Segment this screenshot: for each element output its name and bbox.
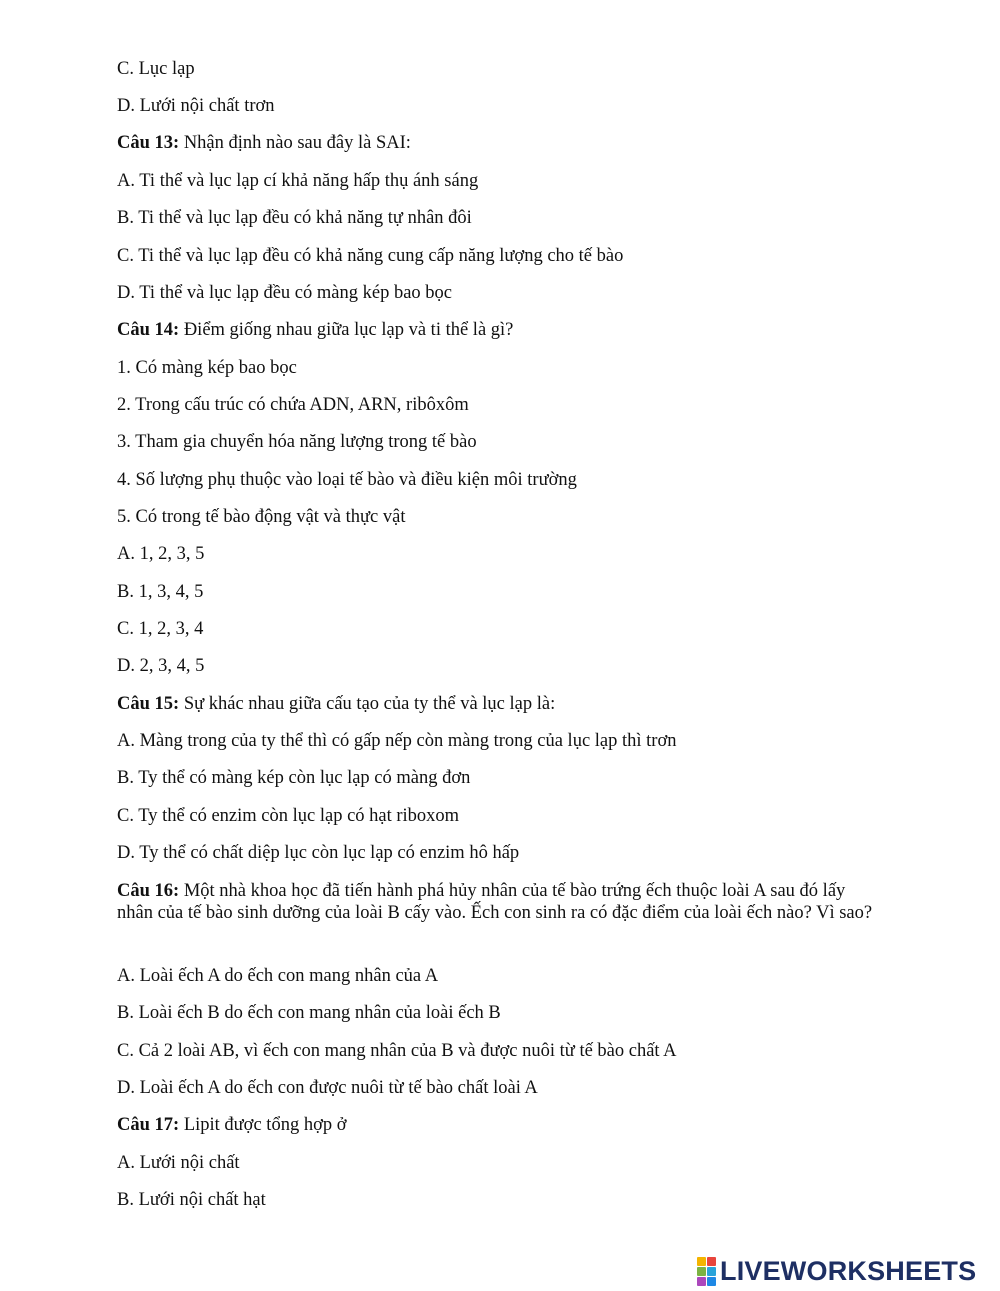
answer-option: C. Ti thể và lục lạp đều có khả năng cung cấp năng lượng cho tế bào <box>117 246 624 266</box>
answer-option: B. 1, 3, 4, 5 <box>117 582 204 602</box>
statement-item: 4. Số lượng phụ thuộc vào loại tế bào và điều kiện môi trường <box>117 470 577 490</box>
question-label: Câu 17: <box>117 1115 180 1135</box>
question-14 <box>117 319 513 341</box>
question-17 <box>117 1114 347 1136</box>
answer-option: C. Lục lạp <box>117 59 195 79</box>
answer-option: A. Lưới nội chất <box>117 1153 240 1173</box>
question-text: Điểm giống nhau giữa lục lạp và ti thể là gì? <box>179 320 514 340</box>
answer-option: C. Ty thể có enzim còn lục lạp có hạt riboxom <box>117 806 460 826</box>
statement-item: 2. Trong cấu trúc có chứa ADN, ARN, ribôxôm <box>117 395 469 415</box>
liveworksheets-logo <box>697 1256 976 1286</box>
question-label: Câu 16: <box>117 881 180 901</box>
answer-option: A. Ti thể và lục lạp cí khả năng hấp thụ ánh sáng <box>117 171 479 191</box>
answer-option: D. Lưới nội chất trơn <box>117 96 275 116</box>
statement-item: 1. Có màng kép bao bọc <box>117 358 297 378</box>
question-text: Lipit được tổng hợp ở <box>179 1115 347 1135</box>
answer-option: D. Ty thể có chất diệp lục còn lục lạp có enzim hô hấp <box>117 843 520 863</box>
answer-option: D. 2, 3, 4, 5 <box>117 656 205 676</box>
question-label: Câu 15: <box>117 694 180 714</box>
answer-option: D. Loài ếch A do ếch con được nuôi từ tế bào chất loài A <box>117 1078 538 1098</box>
question-text: Nhận định nào sau đây là SAI: <box>179 133 411 153</box>
answer-option: A. Loài ếch A do ếch con mang nhân của A <box>117 966 439 986</box>
answer-option: C. 1, 2, 3, 4 <box>117 619 204 639</box>
question-text: Sự khác nhau giữa cấu tạo của ty thể và lục lạp là: <box>179 694 556 714</box>
question-15 <box>117 693 555 715</box>
answer-option: B. Lưới nội chất hạt <box>117 1190 266 1210</box>
logo-text: LIVEWORKSHEETS <box>720 1255 977 1286</box>
answer-option: B. Ty thể có màng kép còn lục lạp có màng đơn <box>117 768 471 788</box>
statement-item: 5. Có trong tế bào động vật và thực vật <box>117 507 406 527</box>
question-label: Câu 14: <box>117 320 180 340</box>
logo-blocks-icon <box>697 1257 716 1286</box>
answer-option: A. Màng trong của ty thể thì có gấp nếp còn màng trong của lục lạp thì trơn <box>117 731 677 751</box>
question-13 <box>117 132 411 154</box>
question-text: Một nhà khoa học đã tiến hành phá hủy nhân của tế bào trứng ếch thuộc loài A sau đó lấy nhân của tế bào sinh dưỡng của loài B cấy vào. Ếch con sinh ra có đặc điểm của loài ếch nào? Vì sao? <box>117 881 873 923</box>
answer-option: D. Ti thể và lục lạp đều có màng kép bao bọc <box>117 283 452 303</box>
answer-option: B. Ti thể và lục lạp đều có khả năng tự nhân đôi <box>117 208 472 228</box>
answer-option: B. Loài ếch B do ếch con mang nhân của loài ếch B <box>117 1003 501 1023</box>
question-label: Câu 13: <box>117 133 180 153</box>
answer-option: C. Cả 2 loài AB, vì ếch con mang nhân của B và được nuôi từ tế bào chất A <box>117 1041 677 1061</box>
statement-item: 3. Tham gia chuyển hóa năng lượng trong tế bào <box>117 432 477 452</box>
answer-option: A. 1, 2, 3, 5 <box>117 544 205 564</box>
question-16 <box>117 880 877 924</box>
